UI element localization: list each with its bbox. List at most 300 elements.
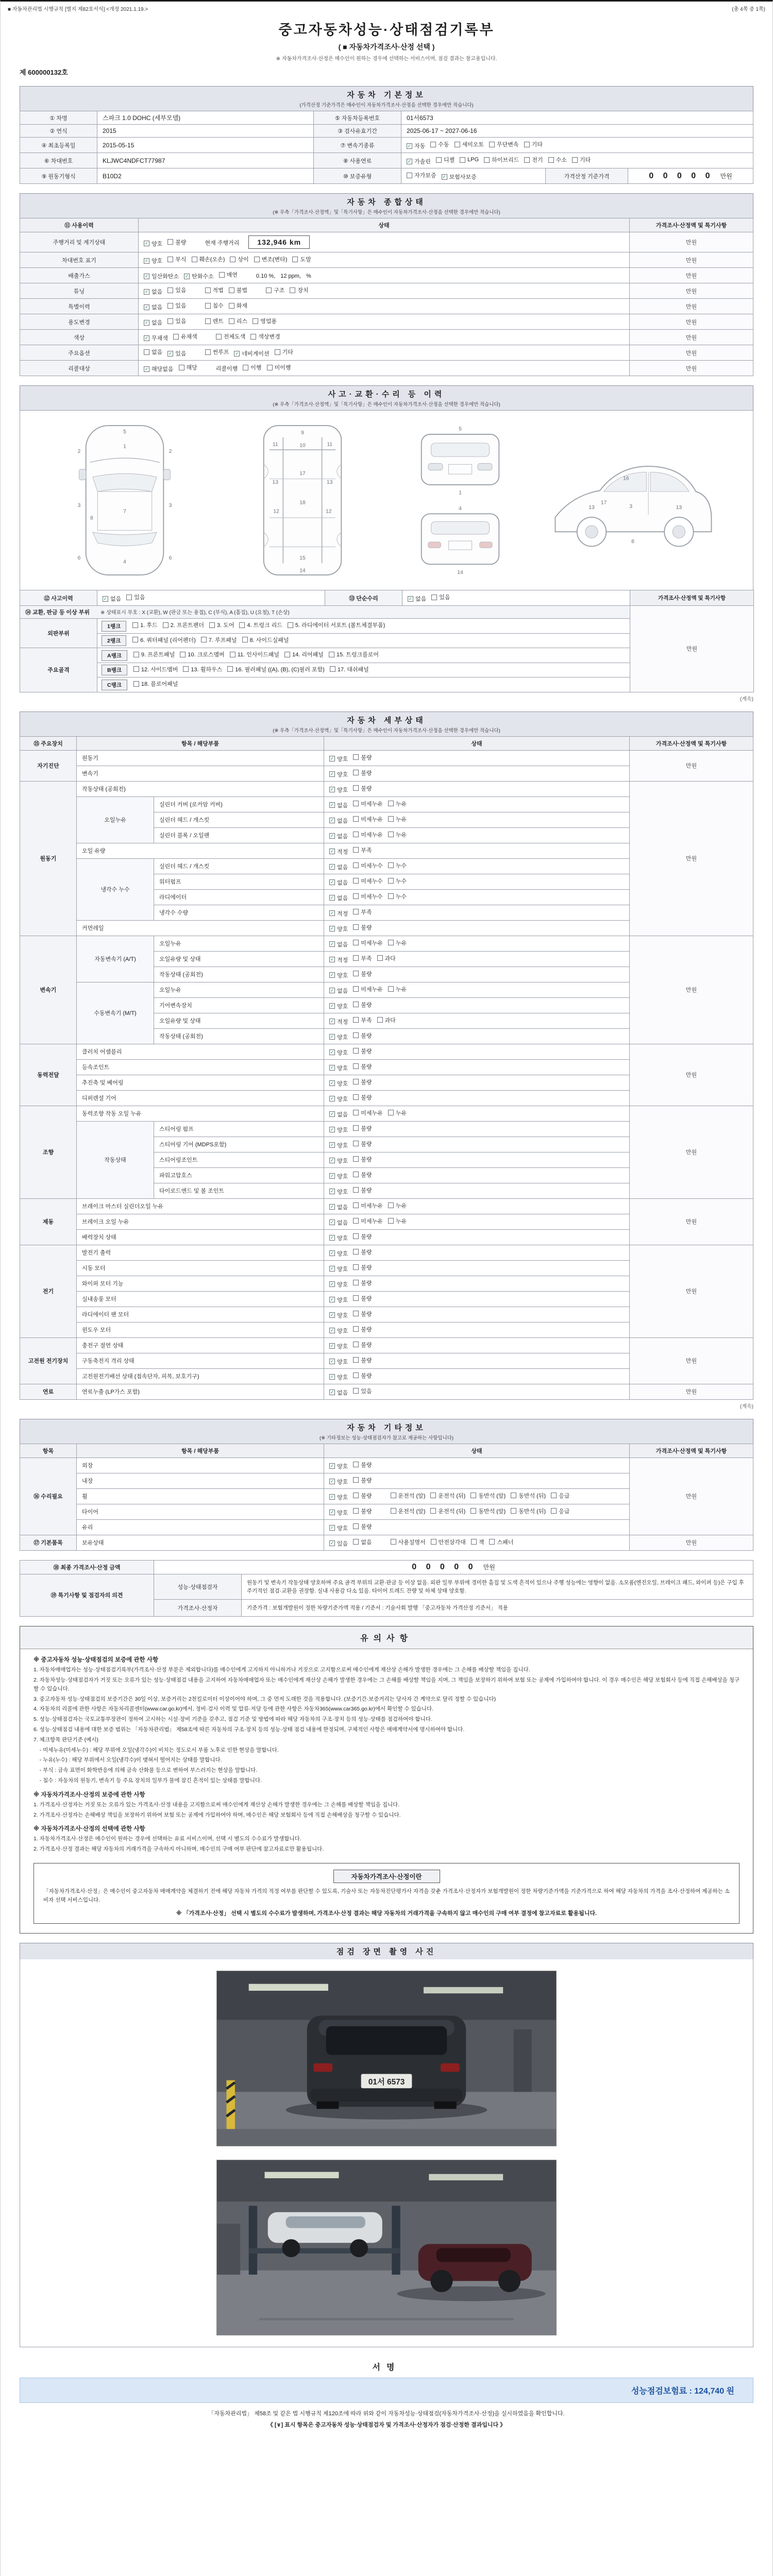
rank-row xyxy=(97,633,630,648)
checkbox-양호[interactable] xyxy=(329,925,348,933)
checkbox-box-icon: ✓ xyxy=(330,1312,334,1317)
checkbox-미세누유[interactable] xyxy=(353,831,383,839)
item-label: 오일누유 xyxy=(154,936,324,951)
checkbox-없음[interactable] xyxy=(144,303,162,311)
checkbox-불량[interactable] xyxy=(353,1248,372,1256)
checkbox-양호[interactable] xyxy=(329,1033,348,1041)
table-header-row xyxy=(20,736,753,750)
checkbox-양호[interactable] xyxy=(329,786,348,794)
checkbox-box-icon: ✓ xyxy=(330,1003,334,1008)
checkbox-불량[interactable] xyxy=(353,1186,372,1194)
svg-text:11: 11 xyxy=(327,442,333,448)
checkbox-부족[interactable] xyxy=(353,846,372,854)
checkbox-box-icon xyxy=(353,785,359,791)
checkbox-없음[interactable] xyxy=(144,287,162,296)
section-basic-info xyxy=(20,86,753,184)
checkbox-label: 불량 xyxy=(361,971,372,977)
notice-item: 2. 자동차성능·상태점검자가 거짓 또는 오류가 있는 성능·상태점검 내용을 고지하여 자동차매매업자 또는 매수인에게 재산상 손해가 발생한 경우에는 그 손해를 배상할 책임을 지며, 그 책임을 보장하기 위하여 보험 또는 공제에 가입하여야 합니다. 이 경우 매수인은 해당 보험회사 등에 직접 손해배상을 청구할 수 있습니다. xyxy=(33,1677,740,1692)
checkbox-적법[interactable] xyxy=(205,286,224,294)
checkbox-해당없음[interactable] xyxy=(144,365,174,373)
checkbox-있음[interactable] xyxy=(353,1387,372,1395)
checkbox-양호[interactable] xyxy=(329,1249,348,1258)
checkbox-label: 8. 사이드실패널 xyxy=(249,637,289,643)
checkbox-불량[interactable] xyxy=(353,784,372,792)
checkbox-있음[interactable] xyxy=(126,593,145,601)
checkbox-변조(변타)[interactable] xyxy=(254,255,288,263)
checkbox-label: 12. 사이드멤버 xyxy=(141,666,178,673)
checkbox-없음[interactable] xyxy=(329,1110,348,1118)
table-row xyxy=(20,345,753,361)
item-label: 오일유량 및 상태 xyxy=(154,951,324,967)
checkbox-보험사보증[interactable] xyxy=(442,173,477,181)
state-cell xyxy=(324,905,630,920)
checkbox-label: 양호 xyxy=(337,1281,348,1288)
checkbox-기타[interactable] xyxy=(572,156,591,164)
checkbox-양호[interactable] xyxy=(329,1188,348,1196)
checkbox-불량[interactable] xyxy=(353,1476,372,1484)
checkbox-도말[interactable] xyxy=(292,255,311,263)
checkbox-불량[interactable] xyxy=(353,923,372,931)
checkbox-불량[interactable] xyxy=(167,238,186,246)
svg-text:4: 4 xyxy=(123,559,127,565)
checkbox-동반석 (앞)[interactable] xyxy=(470,1492,506,1500)
device-name: 전기 xyxy=(20,1245,77,1337)
section-note: (※ 우측「가격조사·산정액」및「특기사항」은 매수인이 자동차가격조사·산정을 선택한 경우에만 적습니다) xyxy=(273,727,500,734)
item-label: 충전구 절연 상태 xyxy=(77,1337,324,1353)
checkbox-상이[interactable] xyxy=(230,255,248,263)
checkbox-불량[interactable] xyxy=(353,1062,372,1071)
checkbox-불량[interactable] xyxy=(353,1461,372,1469)
checkbox-label: 5. 라디에이터 서포트 (볼트체결부품) xyxy=(295,622,385,629)
rank-name: B랭크 xyxy=(102,665,127,675)
select-note: ※ 자동차가격조사·산정은 매수인이 원하는 경우에 선택하는 서비스이며, 점검 결과는 참고용입니다. xyxy=(276,56,497,62)
checkbox-불량[interactable] xyxy=(353,1263,372,1272)
checkbox-label: 수동 xyxy=(438,142,449,148)
checkbox-양호[interactable] xyxy=(329,755,348,763)
table-row xyxy=(20,330,753,345)
checkbox-11. 인사이드패널[interactable] xyxy=(230,650,279,658)
checkbox-불법[interactable] xyxy=(229,286,247,294)
checkbox-없음[interactable] xyxy=(329,987,348,995)
checkbox-box-icon: ✓ xyxy=(330,1479,334,1484)
checkbox-적정[interactable] xyxy=(329,1018,348,1026)
checkbox-운전석 (앞)[interactable] xyxy=(391,1492,426,1500)
checkbox-과다[interactable] xyxy=(377,1016,396,1024)
item-label: 배력장치 상태 xyxy=(77,1229,324,1245)
checkbox-미세누유[interactable] xyxy=(353,1109,383,1117)
checkbox-가솔린[interactable] xyxy=(407,157,431,165)
checkbox-label: 미세누수 xyxy=(361,893,383,900)
state-cell xyxy=(324,812,630,827)
checkbox-box-icon xyxy=(167,239,173,245)
checkbox-누수[interactable] xyxy=(388,861,407,870)
checkbox-불량[interactable] xyxy=(353,1001,372,1009)
checkbox-box-icon xyxy=(353,1202,359,1208)
checkbox-스패너[interactable] xyxy=(489,1538,513,1546)
checkbox-label: 동반석 (앞) xyxy=(478,1508,506,1515)
checkbox-양호[interactable] xyxy=(329,1079,348,1088)
checkbox-부족[interactable] xyxy=(353,954,372,962)
checkbox-있음[interactable] xyxy=(167,349,186,358)
checkbox-label: 누유 xyxy=(395,1202,407,1209)
checkbox-일산화탄소[interactable] xyxy=(144,272,179,280)
law-reference-note: ■ 자동차관리법 시행규칙 [별지 제82호서식] <개정 2021.1.19.> xyxy=(8,7,148,12)
checkbox-누유[interactable] xyxy=(388,831,407,839)
device-name: 고전원 전기장치 xyxy=(20,1337,77,1384)
item-label: 워터펌프 xyxy=(154,874,324,889)
checkbox-불량[interactable] xyxy=(353,1031,372,1040)
checkbox-box-icon xyxy=(126,595,132,600)
checkbox-부식[interactable] xyxy=(167,255,186,263)
checkbox-수동[interactable] xyxy=(430,140,449,148)
checkbox-미세누수[interactable] xyxy=(353,892,383,901)
checkbox-불량[interactable] xyxy=(353,1047,372,1055)
checkbox-18. 플로어패널[interactable] xyxy=(133,680,178,688)
section-title: 자동차 종합상태 xyxy=(347,198,426,207)
checkbox-기타[interactable] xyxy=(275,348,293,356)
checkbox-7. 루프패널[interactable] xyxy=(201,636,237,644)
checkbox-label: 있음 xyxy=(134,595,145,601)
checkbox-없음[interactable] xyxy=(329,1218,348,1227)
checkbox-box-icon xyxy=(205,349,211,355)
checkbox-전체도색[interactable] xyxy=(216,332,246,341)
checkbox-응급[interactable] xyxy=(551,1492,569,1500)
checkbox-없음[interactable] xyxy=(144,318,162,327)
checkbox-6. 쿼터패널 (리어펜더)[interactable] xyxy=(132,636,196,644)
checkbox-10. 크로스멤버[interactable] xyxy=(180,650,224,658)
checkbox-4. 트렁크 리드[interactable] xyxy=(239,621,282,629)
checkbox-label: 9. 프론트패널 xyxy=(141,652,175,658)
checkbox-없음[interactable] xyxy=(329,817,348,825)
checkbox-불량[interactable] xyxy=(353,1325,372,1333)
checkbox-양호[interactable] xyxy=(329,1048,348,1057)
checkbox-13. 휠하우스[interactable] xyxy=(183,665,222,673)
checkbox-3. 도어[interactable] xyxy=(209,621,234,629)
checkbox-하이브리드[interactable] xyxy=(484,156,519,164)
state-cell xyxy=(324,1137,630,1152)
checkbox-label: 미세누유 xyxy=(361,1202,383,1209)
checkbox-누유[interactable] xyxy=(388,1201,407,1210)
price-survey-select-subtitle: ( ■ 자동차가격조사·산정 선택 ) xyxy=(338,43,435,51)
checkbox-16. 필러패널 ((A), (B), (C)필러 포함)[interactable] xyxy=(227,665,325,673)
checkbox-양호[interactable] xyxy=(329,1342,348,1350)
checkbox-box-icon xyxy=(180,652,186,657)
state-cell xyxy=(324,1044,630,1059)
checkbox-양호[interactable] xyxy=(329,770,348,778)
checkbox-미이행[interactable] xyxy=(267,363,291,371)
checkbox-양호[interactable] xyxy=(329,1064,348,1072)
checkbox-양호[interactable] xyxy=(329,1126,348,1134)
checkbox-양호[interactable] xyxy=(329,1141,348,1149)
checkbox-label: 불량 xyxy=(361,770,372,776)
checkbox-누수[interactable] xyxy=(388,877,407,885)
checkbox-label: 적정 xyxy=(337,849,348,855)
checkbox-없음[interactable] xyxy=(329,1203,348,1211)
checkbox-동반석 (앞)[interactable] xyxy=(470,1507,506,1515)
checkbox-양호[interactable] xyxy=(329,1509,348,1517)
checkbox-없음[interactable] xyxy=(144,348,162,356)
checkbox-있음[interactable] xyxy=(431,593,450,601)
checkbox-LPG[interactable] xyxy=(460,157,479,163)
checkbox-box-icon: ✓ xyxy=(330,972,334,977)
checkbox-불량[interactable] xyxy=(353,970,372,978)
checkbox-장치[interactable] xyxy=(290,286,308,294)
checkbox-양호[interactable] xyxy=(329,1358,348,1366)
checkbox-없음[interactable] xyxy=(329,863,348,871)
first-registration-label: ④ 최초등록일 xyxy=(20,138,97,153)
checkbox-세미오토[interactable] xyxy=(455,140,484,148)
checkbox-양호[interactable] xyxy=(329,1172,348,1180)
checkbox-양호[interactable] xyxy=(329,1373,348,1381)
checkbox-없음[interactable] xyxy=(408,595,426,603)
checkbox-불량[interactable] xyxy=(353,1507,372,1515)
checkbox-label: 잭 xyxy=(478,1539,484,1546)
checkbox-동반석 (뒤)[interactable] xyxy=(511,1492,546,1500)
checkbox-14. 리어패널[interactable] xyxy=(284,650,324,658)
inspection-photo-2 xyxy=(216,2160,557,2335)
checkbox-과다[interactable] xyxy=(377,954,396,962)
checkbox-디젤[interactable] xyxy=(436,156,455,164)
checkbox-훼손(오손)[interactable] xyxy=(192,255,225,263)
checkbox-없음[interactable] xyxy=(329,801,348,809)
checkbox-탄화수소[interactable] xyxy=(184,272,214,280)
checkbox-안전삼각대[interactable] xyxy=(431,1538,466,1546)
checkbox-불량[interactable] xyxy=(353,1124,372,1132)
checkbox-양호[interactable] xyxy=(329,1002,348,1010)
checkbox-양호[interactable] xyxy=(329,1478,348,1486)
checkbox-기타[interactable] xyxy=(524,140,543,148)
checkbox-운전석 (뒤)[interactable] xyxy=(430,1507,465,1515)
checkbox-box-icon: ✓ xyxy=(330,926,334,931)
checkbox-운전석 (뒤)[interactable] xyxy=(430,1492,465,1500)
checkbox-양호[interactable] xyxy=(329,1296,348,1304)
checkbox-5. 라디에이터 서포트 (볼트체결부품)[interactable] xyxy=(288,621,385,629)
checkbox-불량[interactable] xyxy=(353,769,372,777)
checkbox-label: 7. 루프패널 xyxy=(208,637,237,643)
checkbox-양호[interactable] xyxy=(329,1265,348,1273)
checkbox-침수[interactable] xyxy=(205,301,224,310)
checkbox-box-icon: ✓ xyxy=(330,756,334,761)
checkbox-label: 디젤 xyxy=(443,157,455,163)
checkbox-있음[interactable] xyxy=(167,301,186,310)
checkbox-부족[interactable] xyxy=(353,1016,372,1024)
checkbox-12. 사이드멤버[interactable] xyxy=(133,665,178,673)
checkbox-잭[interactable] xyxy=(471,1538,484,1546)
checkbox-불량[interactable] xyxy=(353,1078,372,1086)
checkbox-양호[interactable] xyxy=(329,971,348,979)
checkbox-네비게이션[interactable] xyxy=(234,349,269,358)
checkbox-양호[interactable] xyxy=(144,257,162,265)
checkbox-누유[interactable] xyxy=(388,800,407,808)
checkbox-미세누유[interactable] xyxy=(353,1217,383,1225)
checkbox-색상변경[interactable] xyxy=(250,332,280,341)
checkbox-8. 사이드실패널[interactable] xyxy=(242,636,289,644)
checkbox-무채색[interactable] xyxy=(144,334,168,342)
column-header-item: 항목 / 해당부품 xyxy=(77,1444,324,1458)
checkbox-양호[interactable] xyxy=(329,1157,348,1165)
checkbox-누유[interactable] xyxy=(388,939,407,947)
state-cell xyxy=(324,750,630,766)
checkbox-적정[interactable] xyxy=(329,956,348,964)
checkbox-영업용[interactable] xyxy=(253,317,277,325)
checkbox-해당[interactable] xyxy=(179,363,197,371)
checkbox-양호[interactable] xyxy=(329,1327,348,1335)
checkbox-자가보증[interactable] xyxy=(407,171,436,179)
checkbox-적정[interactable] xyxy=(329,848,348,856)
checkbox-불량[interactable] xyxy=(353,1140,372,1148)
checkbox-적정[interactable] xyxy=(329,909,348,918)
checkbox-box-icon xyxy=(377,955,383,961)
checkbox-box-icon xyxy=(388,816,394,822)
svg-text:6: 6 xyxy=(77,555,81,561)
price-cell: 만원 xyxy=(630,1384,753,1399)
price-cell: 만원 xyxy=(630,1198,753,1245)
first-registration-value: 2015-05-15 xyxy=(97,138,314,153)
checkbox-label: 불량 xyxy=(361,1311,372,1317)
checkbox-불량[interactable] xyxy=(353,1522,372,1531)
checkbox-label: 썬루프 xyxy=(212,349,229,355)
checkbox-box-icon: ✓ xyxy=(407,143,412,148)
checkbox-전기[interactable] xyxy=(524,156,543,164)
checkbox-불량[interactable] xyxy=(353,1492,372,1500)
checkbox-구조[interactable] xyxy=(266,286,284,294)
notice-item: 1. 자동차가격조사·산정은 매수인이 원하는 경우에 선택하는 유료 서비스이며, 선택 시 별도의 수수료가 발생합니다. xyxy=(33,1836,301,1842)
checkbox-label: 없음 xyxy=(337,864,348,871)
checkbox-불량[interactable] xyxy=(353,1341,372,1349)
checkbox-양호[interactable] xyxy=(329,1524,348,1532)
checkbox-응급[interactable] xyxy=(551,1507,569,1515)
checkbox-미세누유[interactable] xyxy=(353,815,383,823)
checkbox-label: 불량 xyxy=(361,1172,372,1178)
table-row xyxy=(20,1337,753,1353)
checkbox-불량[interactable] xyxy=(353,1356,372,1364)
checkbox-없음[interactable] xyxy=(329,894,348,902)
checkbox-부족[interactable] xyxy=(353,908,372,916)
checkbox-수소[interactable] xyxy=(548,156,567,164)
item-label: 스티어링 기어 (MDPS포함) xyxy=(154,1137,324,1152)
checkbox-누유[interactable] xyxy=(388,985,407,993)
checkbox-box-icon xyxy=(192,257,197,262)
checkbox-있음[interactable] xyxy=(167,286,186,294)
checkbox-있음[interactable] xyxy=(167,317,186,325)
checkbox-label: 매연 xyxy=(226,272,238,278)
checkbox-매연[interactable] xyxy=(219,270,238,279)
checkbox-자동[interactable] xyxy=(407,142,425,150)
checkbox-box-icon xyxy=(353,1539,359,1545)
checkbox-불량[interactable] xyxy=(353,1310,372,1318)
checkbox-label: 없음 xyxy=(337,895,348,902)
checkbox-양호[interactable] xyxy=(144,240,162,248)
checkbox-불량[interactable] xyxy=(353,1232,372,1241)
checkbox-없음[interactable] xyxy=(329,832,348,840)
svg-text:6: 6 xyxy=(169,555,172,561)
checkbox-없음[interactable] xyxy=(353,1538,372,1546)
checkbox-누유[interactable] xyxy=(388,815,407,823)
checkbox-리스[interactable] xyxy=(229,317,247,325)
checkbox-label: 동반석 (뒤) xyxy=(518,1508,546,1515)
checkbox-box-icon xyxy=(511,1493,516,1498)
checkbox-이행[interactable] xyxy=(243,363,261,371)
checkbox-label: 불량 xyxy=(361,1063,372,1070)
checkbox-불량[interactable] xyxy=(353,1171,372,1179)
checkbox-label: 불량 xyxy=(361,1125,372,1132)
checkbox-렌트[interactable] xyxy=(205,317,224,325)
checkbox-없음[interactable] xyxy=(329,940,348,948)
price-cell: 만원 xyxy=(630,232,753,252)
checkbox-누유[interactable] xyxy=(388,1217,407,1225)
state-cell xyxy=(139,361,630,376)
checkbox-유채색[interactable] xyxy=(173,332,197,341)
checkbox-양호[interactable] xyxy=(329,1311,348,1319)
checkbox-미세누유[interactable] xyxy=(353,1201,383,1210)
item-label: 스티어링조인트 xyxy=(154,1152,324,1167)
checkbox-누유[interactable] xyxy=(388,1109,407,1117)
checkbox-15. 트렁크플로어[interactable] xyxy=(329,650,379,658)
checkbox-불량[interactable] xyxy=(353,1093,372,1101)
checkbox-없음[interactable] xyxy=(103,595,121,603)
rank-row xyxy=(97,648,630,663)
checkbox-불량[interactable] xyxy=(353,1371,372,1380)
svg-text:16: 16 xyxy=(623,476,629,482)
checkbox-양호[interactable] xyxy=(329,1280,348,1289)
checkbox-있음[interactable] xyxy=(329,1539,348,1548)
checkbox-양호[interactable] xyxy=(329,1095,348,1103)
checkbox-미세누유[interactable] xyxy=(353,939,383,947)
checkbox-불량[interactable] xyxy=(353,1279,372,1287)
checkbox-box-icon: ✓ xyxy=(330,1173,334,1178)
checkbox-미세누유[interactable] xyxy=(353,800,383,808)
insurance-fee-label: 성능점검보험료 : xyxy=(631,2387,692,2396)
checkbox-box-icon: ✓ xyxy=(442,174,446,179)
checkbox-화재[interactable] xyxy=(229,301,247,310)
checkbox-box-icon: ✓ xyxy=(330,1019,334,1024)
checkbox-box-icon xyxy=(548,157,554,163)
checkbox-운전석 (앞)[interactable] xyxy=(391,1507,426,1515)
checkbox-미세누수[interactable] xyxy=(353,877,383,885)
checkbox-양호[interactable] xyxy=(329,1493,348,1501)
checkbox-box-icon: ✓ xyxy=(330,957,334,962)
checkbox-무단변속[interactable] xyxy=(489,140,519,148)
checkbox-미세누수[interactable] xyxy=(353,861,383,870)
notice-subsection-title: ※ 자동차가격조사·산정의 보증에 관한 사항 xyxy=(33,1791,145,1798)
checkbox-양호[interactable] xyxy=(329,1234,348,1242)
checkbox-불량[interactable] xyxy=(353,1155,372,1163)
svg-text:5: 5 xyxy=(123,429,127,435)
checkbox-label: 17. 대쉬패널 xyxy=(337,666,369,673)
checkbox-동반석 (뒤)[interactable] xyxy=(511,1507,546,1515)
checkbox-불량[interactable] xyxy=(353,753,372,761)
checkbox-불량[interactable] xyxy=(353,1294,372,1302)
checkbox-label: 운전석 (뒤) xyxy=(438,1493,466,1499)
checkbox-사용설명서[interactable] xyxy=(391,1538,426,1546)
checkbox-label: 양호 xyxy=(337,1096,348,1103)
checkbox-누수[interactable] xyxy=(388,892,407,901)
svg-text:11: 11 xyxy=(273,442,279,448)
checkbox-2. 프론트펜더[interactable] xyxy=(163,621,204,629)
checkbox-1. 후드[interactable] xyxy=(132,621,157,629)
checkbox-box-icon xyxy=(230,257,236,262)
checkbox-label: 미세누수 xyxy=(361,878,383,885)
checkbox-9. 프론트패널[interactable] xyxy=(133,650,175,658)
checkbox-box-icon: ✓ xyxy=(330,1158,334,1163)
checkbox-미세누유[interactable] xyxy=(353,985,383,993)
checkbox-없음[interactable] xyxy=(329,1388,348,1397)
checkbox-양호[interactable] xyxy=(329,1462,348,1470)
checkbox-17. 대쉬패널[interactable] xyxy=(330,665,369,673)
checkbox-썬루프[interactable] xyxy=(205,348,229,356)
item-label: 오일누유 xyxy=(154,982,324,997)
checkbox-없음[interactable] xyxy=(329,878,348,887)
